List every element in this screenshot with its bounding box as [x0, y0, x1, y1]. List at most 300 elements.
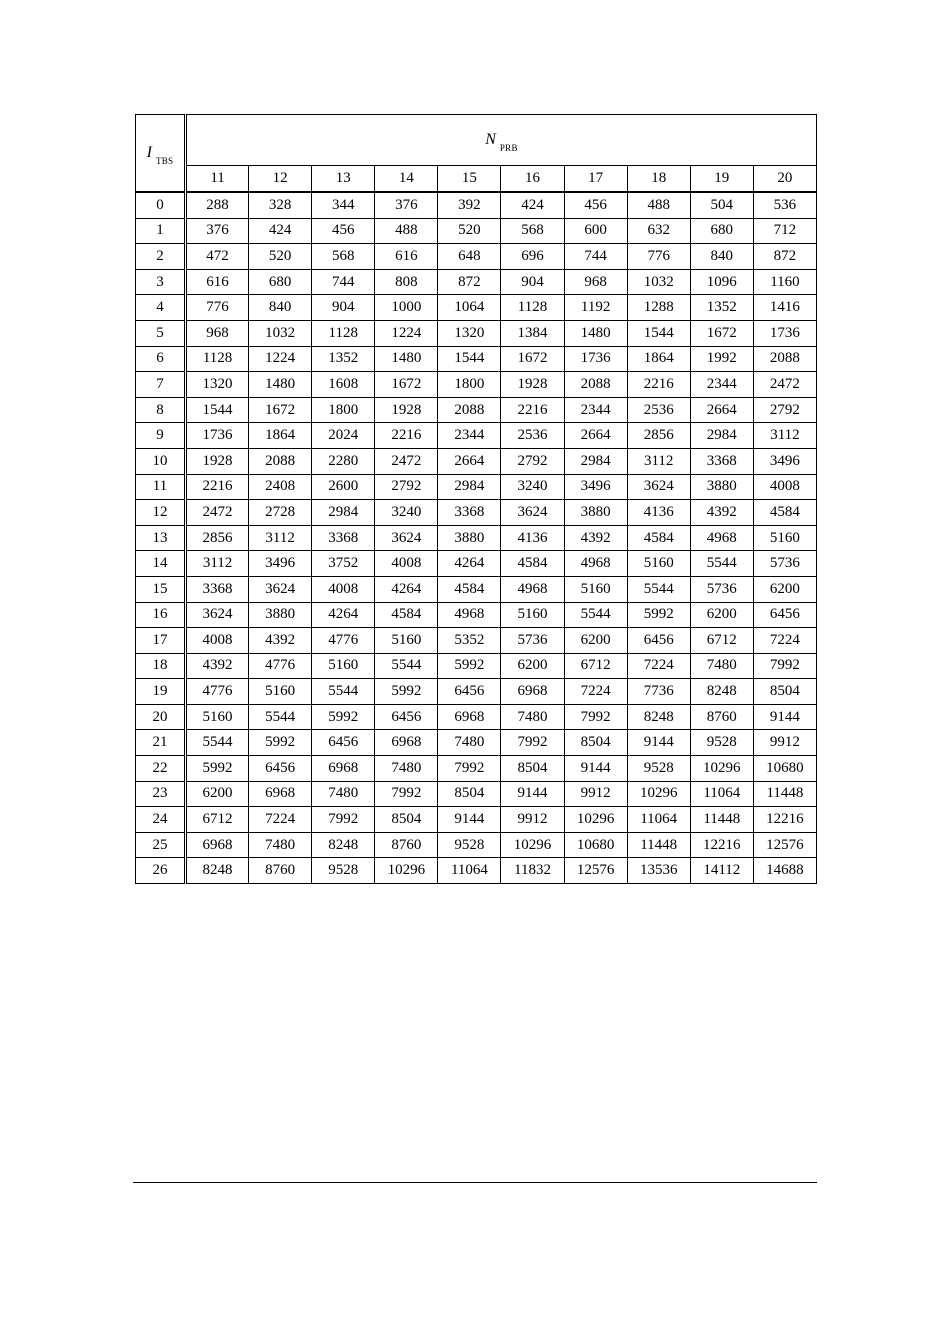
tbs-value-cell: 2216	[375, 423, 438, 449]
tbs-value-cell: 4584	[753, 500, 816, 526]
tbs-value-cell: 9912	[753, 730, 816, 756]
tbs-value-cell: 4264	[438, 551, 501, 577]
tbs-value-cell: 11064	[627, 807, 690, 833]
tbs-value-cell: 5160	[753, 525, 816, 551]
tbs-value-cell: 504	[690, 192, 753, 218]
tbs-value-cell: 6200	[690, 602, 753, 628]
tbs-value-cell: 5352	[438, 628, 501, 654]
tbs-value-cell: 12216	[753, 807, 816, 833]
tbs-value-cell: 4392	[690, 500, 753, 526]
tbs-value-cell: 424	[249, 218, 312, 244]
tbs-value-cell: 3624	[375, 525, 438, 551]
tbs-value-cell: 8504	[753, 679, 816, 705]
tbs-value-cell: 3368	[186, 576, 249, 602]
tbs-value-cell: 2984	[564, 448, 627, 474]
itbs-subscript: TBS	[155, 156, 174, 166]
tbs-value-cell: 776	[186, 295, 249, 321]
column-header-nprb: 12	[249, 166, 312, 193]
tbs-value-cell: 9144	[753, 704, 816, 730]
tbs-value-cell: 8504	[438, 781, 501, 807]
itbs-index-cell: 1	[136, 218, 186, 244]
column-header-nprb: 19	[690, 166, 753, 193]
tbs-value-cell: 5736	[501, 628, 564, 654]
tbs-value-cell: 4392	[564, 525, 627, 551]
tbs-value-cell: 3240	[501, 474, 564, 500]
tbs-value-cell: 7992	[312, 807, 375, 833]
itbs-index-cell: 20	[136, 704, 186, 730]
tbs-value-cell: 1128	[186, 346, 249, 372]
table-row	[136, 448, 817, 474]
tbs-value-cell: 2984	[312, 500, 375, 526]
itbs-index-cell: 14	[136, 551, 186, 577]
tbs-value-cell: 4392	[249, 628, 312, 654]
itbs-symbol: I	[146, 144, 152, 161]
tbs-value-cell: 456	[312, 218, 375, 244]
tbs-value-cell: 11064	[438, 858, 501, 884]
column-header-nprb: 11	[186, 166, 249, 193]
tbs-value-cell: 8760	[690, 704, 753, 730]
table-row	[136, 730, 817, 756]
column-header-nprb: 16	[501, 166, 564, 193]
tbs-value-cell: 5992	[249, 730, 312, 756]
tbs-value-cell: 1928	[501, 372, 564, 398]
tbs-value-cell: 6200	[753, 576, 816, 602]
tbs-value-cell: 5160	[627, 551, 690, 577]
tbs-value-cell: 840	[249, 295, 312, 321]
header-row-top	[136, 115, 817, 166]
tbs-value-cell: 7224	[564, 679, 627, 705]
tbs-value-cell: 1160	[753, 269, 816, 295]
tbs-value-cell: 2216	[186, 474, 249, 500]
table-body	[136, 192, 817, 884]
tbs-value-cell: 392	[438, 192, 501, 218]
itbs-index-cell: 10	[136, 448, 186, 474]
tbs-value-cell: 6712	[690, 628, 753, 654]
table-row	[136, 295, 817, 321]
tbs-value-cell: 1544	[186, 397, 249, 423]
tbs-value-cell: 3880	[690, 474, 753, 500]
table-row	[136, 704, 817, 730]
tbs-value-cell: 5160	[375, 628, 438, 654]
tbs-value-cell: 4584	[501, 551, 564, 577]
tbs-value-cell: 1736	[753, 320, 816, 346]
tbs-value-cell: 1864	[249, 423, 312, 449]
tbs-value-cell: 10296	[627, 781, 690, 807]
tbs-value-cell: 6712	[564, 653, 627, 679]
tbs-value-cell: 5992	[186, 756, 249, 782]
tbs-value-cell: 8248	[186, 858, 249, 884]
tbs-value-cell: 616	[186, 269, 249, 295]
tbs-value-cell: 14688	[753, 858, 816, 884]
tbs-value-cell: 1128	[501, 295, 564, 321]
table-row	[136, 653, 817, 679]
tbs-value-cell: 4136	[627, 500, 690, 526]
tbs-value-cell: 1736	[186, 423, 249, 449]
tbs-value-cell: 2088	[564, 372, 627, 398]
itbs-header-cell	[136, 115, 186, 193]
tbs-value-cell: 1032	[249, 320, 312, 346]
tbs-value-cell: 6968	[375, 730, 438, 756]
tbs-value-cell: 2856	[186, 525, 249, 551]
tbs-value-cell: 4776	[186, 679, 249, 705]
tbs-value-cell: 568	[501, 218, 564, 244]
tbs-value-cell: 9144	[627, 730, 690, 756]
tbs-value-cell: 1192	[564, 295, 627, 321]
table-row	[136, 602, 817, 628]
tbs-value-cell: 1864	[627, 346, 690, 372]
tbs-value-cell: 1672	[690, 320, 753, 346]
tbs-value-cell: 6968	[438, 704, 501, 730]
tbs-value-cell: 3624	[501, 500, 564, 526]
tbs-value-cell: 8248	[627, 704, 690, 730]
tbs-value-cell: 1608	[312, 372, 375, 398]
tbs-value-cell: 4968	[564, 551, 627, 577]
tbs-value-cell: 536	[753, 192, 816, 218]
tbs-value-cell: 3112	[249, 525, 312, 551]
tbs-value-cell: 5992	[375, 679, 438, 705]
itbs-index-cell: 8	[136, 397, 186, 423]
tbs-value-cell: 10680	[564, 832, 627, 858]
column-header-nprb: 14	[375, 166, 438, 193]
tbs-value-cell: 1480	[249, 372, 312, 398]
tbs-value-cell: 9912	[501, 807, 564, 833]
itbs-index-cell: 12	[136, 500, 186, 526]
tbs-value-cell: 968	[564, 269, 627, 295]
itbs-index-cell: 0	[136, 192, 186, 218]
tbs-value-cell: 2216	[501, 397, 564, 423]
tbs-value-cell: 3112	[627, 448, 690, 474]
tbs-value-cell: 4584	[438, 576, 501, 602]
nprb-symbol: N	[485, 131, 496, 148]
table-row	[136, 423, 817, 449]
tbs-value-cell: 10296	[375, 858, 438, 884]
itbs-index-cell: 18	[136, 653, 186, 679]
itbs-index-cell: 19	[136, 679, 186, 705]
tbs-value-cell: 2472	[753, 372, 816, 398]
tbs-value-cell: 2664	[690, 397, 753, 423]
tbs-value-cell: 3880	[249, 602, 312, 628]
tbs-value-cell: 5544	[627, 576, 690, 602]
tbs-value-cell: 2088	[753, 346, 816, 372]
tbs-value-cell: 3368	[690, 448, 753, 474]
tbs-value-cell: 904	[501, 269, 564, 295]
tbs-value-cell: 11064	[690, 781, 753, 807]
tbs-value-cell: 696	[501, 244, 564, 270]
itbs-index-cell: 6	[136, 346, 186, 372]
tbs-value-cell: 2536	[627, 397, 690, 423]
tbs-value-cell: 1000	[375, 295, 438, 321]
tbs-value-cell: 1672	[249, 397, 312, 423]
tbs-value-cell: 2792	[753, 397, 816, 423]
tbs-value-cell: 1800	[312, 397, 375, 423]
table-row	[136, 525, 817, 551]
tbs-value-cell: 3624	[249, 576, 312, 602]
tbs-value-cell: 2664	[438, 448, 501, 474]
tbs-value-cell: 7480	[501, 704, 564, 730]
tbs-value-cell: 1320	[438, 320, 501, 346]
tbs-value-cell: 8760	[249, 858, 312, 884]
tbs-value-cell: 6968	[249, 781, 312, 807]
itbs-index-cell: 5	[136, 320, 186, 346]
tbs-value-cell: 6456	[438, 679, 501, 705]
tbs-value-cell: 3624	[627, 474, 690, 500]
tbs-value-cell: 872	[438, 269, 501, 295]
tbs-value-cell: 11448	[627, 832, 690, 858]
tbs-value-cell: 712	[753, 218, 816, 244]
tbs-value-cell: 5736	[690, 576, 753, 602]
tbs-value-cell: 6968	[186, 832, 249, 858]
tbs-value-cell: 8248	[690, 679, 753, 705]
tbs-value-cell: 2344	[438, 423, 501, 449]
tbs-value-cell: 1928	[186, 448, 249, 474]
tbs-value-cell: 5544	[249, 704, 312, 730]
tbs-value-cell: 840	[690, 244, 753, 270]
tbs-value-cell: 1128	[312, 320, 375, 346]
tbs-value-cell: 1480	[564, 320, 627, 346]
tbs-value-cell: 2216	[627, 372, 690, 398]
footer-rule	[133, 1182, 817, 1183]
tbs-value-cell: 7480	[690, 653, 753, 679]
itbs-index-cell: 22	[136, 756, 186, 782]
itbs-index-cell: 11	[136, 474, 186, 500]
tbs-value-cell: 7992	[501, 730, 564, 756]
column-header-nprb: 18	[627, 166, 690, 193]
tbs-value-cell: 3496	[564, 474, 627, 500]
tbs-value-cell: 6456	[375, 704, 438, 730]
tbs-value-cell: 2664	[564, 423, 627, 449]
tbs-value-cell: 9528	[627, 756, 690, 782]
tbs-value-cell: 3368	[438, 500, 501, 526]
table-row	[136, 500, 817, 526]
tbs-value-cell: 488	[627, 192, 690, 218]
tbs-value-cell: 904	[312, 295, 375, 321]
tbs-value-cell: 776	[627, 244, 690, 270]
tbs-value-cell: 5544	[564, 602, 627, 628]
table-row	[136, 320, 817, 346]
tbs-value-cell: 9528	[312, 858, 375, 884]
tbs-value-cell: 872	[753, 244, 816, 270]
table-row	[136, 551, 817, 577]
tbs-value-cell: 2472	[375, 448, 438, 474]
tbs-value-cell: 11448	[753, 781, 816, 807]
tbs-value-cell: 1416	[753, 295, 816, 321]
itbs-index-cell: 16	[136, 602, 186, 628]
tbs-value-cell: 6456	[753, 602, 816, 628]
tbs-value-cell: 1800	[438, 372, 501, 398]
tbs-value-cell: 2792	[375, 474, 438, 500]
tbs-value-cell: 7224	[753, 628, 816, 654]
tbs-value-cell: 1928	[375, 397, 438, 423]
column-header-nprb: 20	[753, 166, 816, 193]
tbs-value-cell: 13536	[627, 858, 690, 884]
tbs-value-cell: 9144	[501, 781, 564, 807]
tbs-value-cell: 2408	[249, 474, 312, 500]
itbs-index-cell: 21	[136, 730, 186, 756]
tbs-value-cell: 6968	[312, 756, 375, 782]
tbs-value-cell: 4008	[186, 628, 249, 654]
itbs-index-cell: 17	[136, 628, 186, 654]
tbs-value-cell: 744	[312, 269, 375, 295]
column-header-nprb: 13	[312, 166, 375, 193]
tbs-value-cell: 5736	[753, 551, 816, 577]
table-row	[136, 218, 817, 244]
tbs-value-cell: 1672	[501, 346, 564, 372]
tbs-value-cell: 4584	[627, 525, 690, 551]
tbs-value-cell: 6456	[249, 756, 312, 782]
tbs-value-cell: 424	[501, 192, 564, 218]
tbs-value-cell: 328	[249, 192, 312, 218]
tbs-value-cell: 8504	[501, 756, 564, 782]
tbs-value-cell: 6712	[186, 807, 249, 833]
tbs-value-cell: 2472	[186, 500, 249, 526]
tbs-value-cell: 520	[438, 218, 501, 244]
itbs-index-cell: 3	[136, 269, 186, 295]
tbs-value-cell: 5544	[690, 551, 753, 577]
tbs-value-cell: 2536	[501, 423, 564, 449]
tbs-value-cell: 1480	[375, 346, 438, 372]
tbs-value-cell: 9528	[438, 832, 501, 858]
tbs-value-cell: 744	[564, 244, 627, 270]
tbs-value-cell: 12216	[690, 832, 753, 858]
tbs-value-cell: 3368	[312, 525, 375, 551]
itbs-index-cell: 7	[136, 372, 186, 398]
tbs-value-cell: 4264	[375, 576, 438, 602]
tbs-value-cell: 8248	[312, 832, 375, 858]
table-row	[136, 397, 817, 423]
tbs-value-cell: 1032	[627, 269, 690, 295]
tbs-value-cell: 5544	[375, 653, 438, 679]
tbs-value-cell: 488	[375, 218, 438, 244]
tbs-value-cell: 3624	[186, 602, 249, 628]
tbs-value-cell: 4264	[312, 602, 375, 628]
itbs-index-cell: 15	[136, 576, 186, 602]
tbs-value-cell: 7992	[438, 756, 501, 782]
tbs-value-cell: 9144	[564, 756, 627, 782]
table-row	[136, 832, 817, 858]
tbs-value-cell: 4776	[249, 653, 312, 679]
tbs-value-cell: 1320	[186, 372, 249, 398]
tbs-value-cell: 9528	[690, 730, 753, 756]
tbs-value-cell: 5992	[438, 653, 501, 679]
tbs-value-cell: 2600	[312, 474, 375, 500]
tbs-value-cell: 4008	[312, 576, 375, 602]
tbs-value-cell: 648	[438, 244, 501, 270]
tbs-value-cell: 1352	[690, 295, 753, 321]
itbs-index-cell: 13	[136, 525, 186, 551]
tbs-value-cell: 288	[186, 192, 249, 218]
tbs-value-cell: 680	[690, 218, 753, 244]
tbs-value-cell: 8760	[375, 832, 438, 858]
table-row	[136, 807, 817, 833]
tbs-value-cell: 456	[564, 192, 627, 218]
tbs-value-cell: 3496	[753, 448, 816, 474]
itbs-index-cell: 2	[136, 244, 186, 270]
tbs-value-cell: 2792	[501, 448, 564, 474]
tbs-value-cell: 3240	[375, 500, 438, 526]
tbs-value-cell: 7992	[375, 781, 438, 807]
tbs-value-cell: 1352	[312, 346, 375, 372]
tbs-value-cell: 12576	[564, 858, 627, 884]
tbs-value-cell: 4136	[501, 525, 564, 551]
tbs-value-cell: 600	[564, 218, 627, 244]
itbs-index-cell: 26	[136, 858, 186, 884]
tbs-value-cell: 7224	[627, 653, 690, 679]
tbs-value-cell: 10296	[564, 807, 627, 833]
tbs-value-cell: 6456	[627, 628, 690, 654]
tbs-value-cell: 2856	[627, 423, 690, 449]
tbs-value-cell: 12576	[753, 832, 816, 858]
itbs-index-cell: 23	[136, 781, 186, 807]
column-header-nprb: 15	[438, 166, 501, 193]
tbs-value-cell: 4392	[186, 653, 249, 679]
table-row	[136, 576, 817, 602]
tbs-value-cell: 9912	[564, 781, 627, 807]
tbs-value-cell: 808	[375, 269, 438, 295]
tbs-value-cell: 376	[375, 192, 438, 218]
tbs-value-cell: 5160	[501, 602, 564, 628]
tbs-value-cell: 1224	[375, 320, 438, 346]
table-row	[136, 781, 817, 807]
tbs-value-cell: 2024	[312, 423, 375, 449]
table-header	[136, 115, 817, 193]
tbs-value-cell: 680	[249, 269, 312, 295]
tbs-value-cell: 7992	[564, 704, 627, 730]
tbs-value-cell: 7992	[753, 653, 816, 679]
tbs-value-cell: 6200	[186, 781, 249, 807]
tbs-value-cell: 11832	[501, 858, 564, 884]
tbs-value-cell: 616	[375, 244, 438, 270]
tbs-value-cell: 8504	[564, 730, 627, 756]
tbs-value-cell: 3880	[438, 525, 501, 551]
column-header-nprb: 17	[564, 166, 627, 193]
tbs-value-cell: 2344	[690, 372, 753, 398]
tbs-value-cell: 5160	[312, 653, 375, 679]
table-row	[136, 858, 817, 884]
tbs-value-cell: 4008	[753, 474, 816, 500]
tbs-value-cell: 4776	[312, 628, 375, 654]
table-row	[136, 346, 817, 372]
table-row	[136, 756, 817, 782]
tbs-value-cell: 5160	[564, 576, 627, 602]
tbs-value-cell: 6200	[564, 628, 627, 654]
tbs-value-cell: 6456	[312, 730, 375, 756]
tbs-value-cell: 4968	[501, 576, 564, 602]
tbs-value-cell: 2088	[249, 448, 312, 474]
tbs-value-cell: 1672	[375, 372, 438, 398]
tbs-value-cell: 10296	[501, 832, 564, 858]
tbs-value-cell: 5992	[627, 602, 690, 628]
tbs-value-cell: 1224	[249, 346, 312, 372]
tbs-value-cell: 5160	[249, 679, 312, 705]
itbs-index-cell: 25	[136, 832, 186, 858]
tbs-value-cell: 3112	[186, 551, 249, 577]
table-row	[136, 244, 817, 270]
tbs-value-cell: 344	[312, 192, 375, 218]
tbs-value-cell: 3496	[249, 551, 312, 577]
tbs-value-cell: 6968	[501, 679, 564, 705]
tbs-value-cell: 1736	[564, 346, 627, 372]
table-row	[136, 628, 817, 654]
tbs-value-cell: 7480	[375, 756, 438, 782]
tbs-value-cell: 5160	[186, 704, 249, 730]
tbs-value-cell: 7480	[249, 832, 312, 858]
tbs-value-cell: 2280	[312, 448, 375, 474]
tbs-value-cell: 568	[312, 244, 375, 270]
table-row	[136, 192, 817, 218]
tbs-value-cell: 520	[249, 244, 312, 270]
tbs-value-cell: 4584	[375, 602, 438, 628]
table-row	[136, 679, 817, 705]
